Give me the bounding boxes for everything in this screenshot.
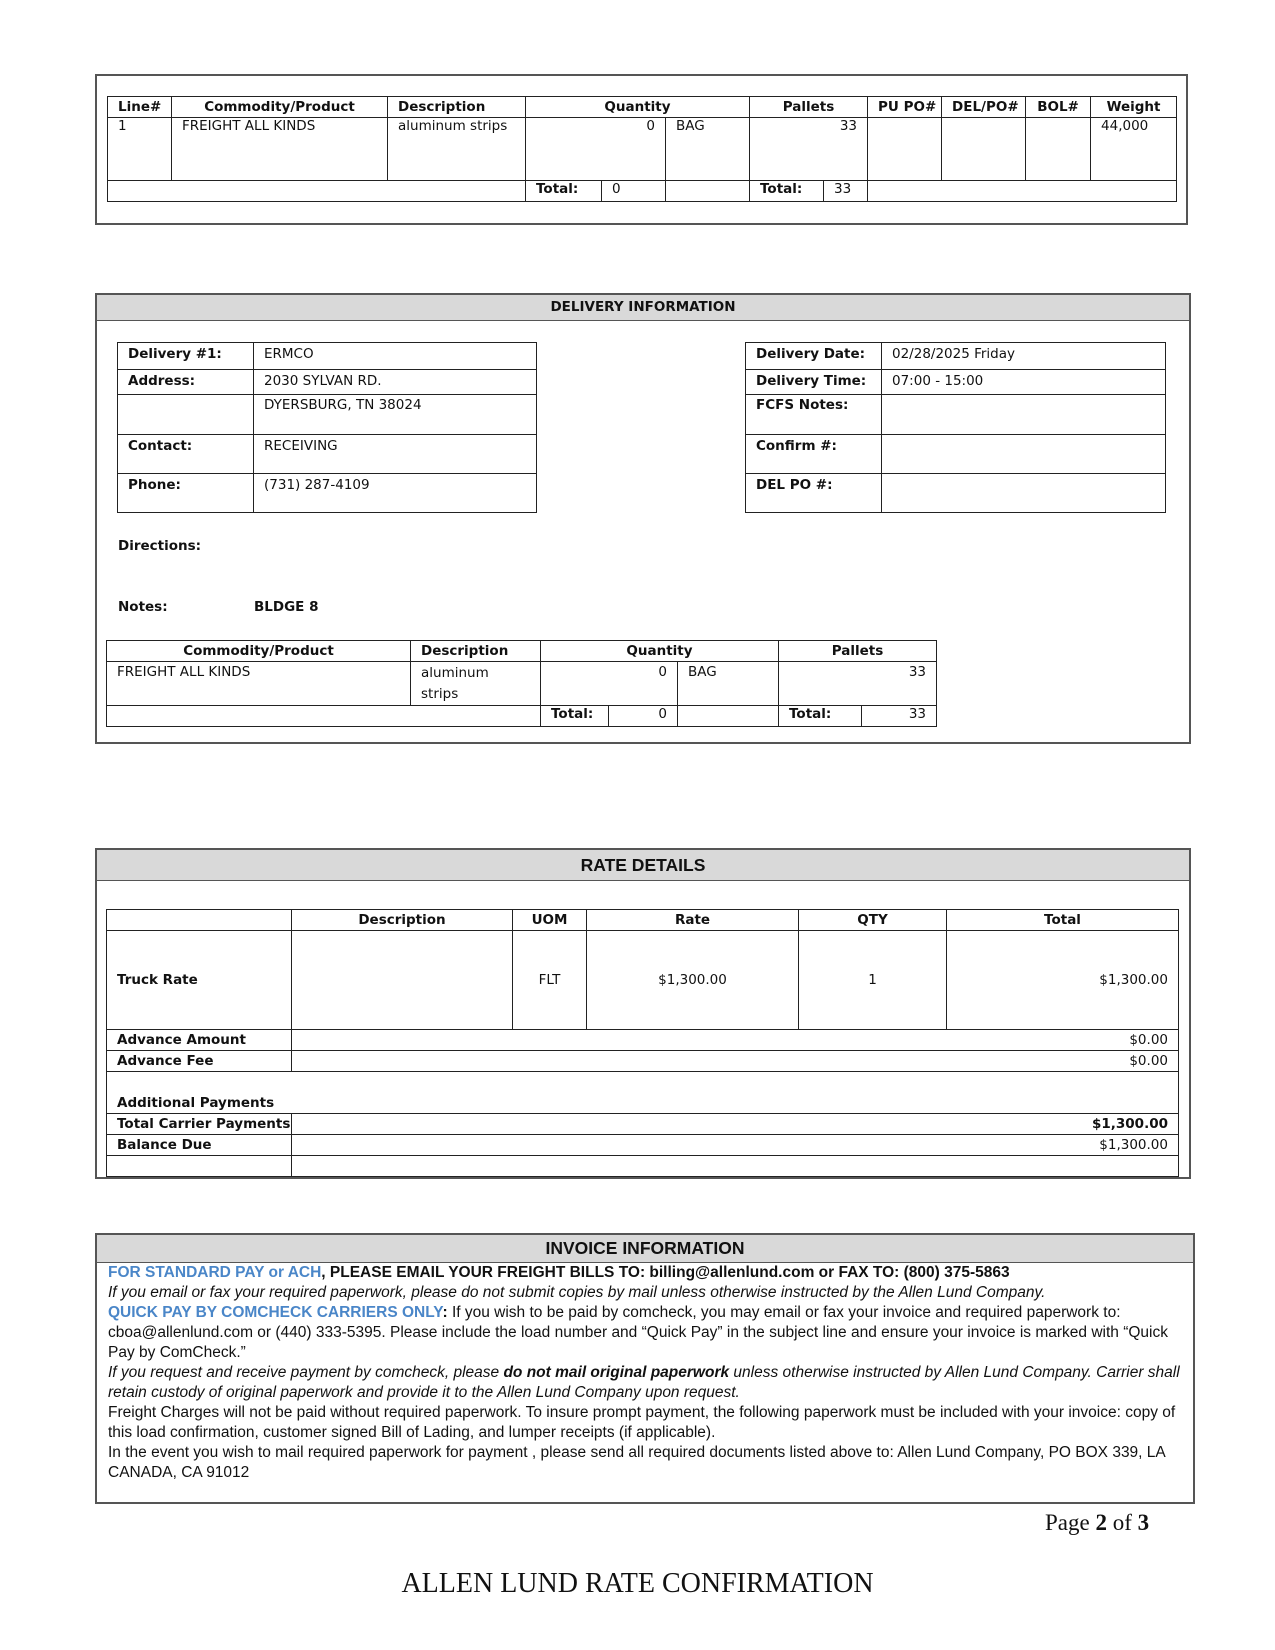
confirm-value bbox=[882, 435, 1166, 474]
line-items-table bbox=[107, 96, 1177, 202]
confirm-label: Confirm #: bbox=[746, 435, 882, 474]
item-commodity: FREIGHT ALL KINDS bbox=[107, 662, 411, 706]
balance-due-value: $1,300.00 bbox=[292, 1135, 1179, 1156]
delivery-time-label: Delivery Time: bbox=[746, 370, 882, 395]
balance-due-label: Balance Due bbox=[107, 1135, 292, 1156]
item-unit: BAG bbox=[678, 662, 779, 706]
del-po-label: DEL PO #: bbox=[746, 474, 882, 513]
address-line2: DYERSBURG, TN 38024 bbox=[254, 395, 537, 435]
advance-amount-value: $0.00 bbox=[292, 1030, 1179, 1051]
notes-value: BLDGE 8 bbox=[254, 599, 319, 615]
delivery-time-value: 07:00 - 15:00 bbox=[882, 370, 1166, 395]
advance-fee-label: Advance Fee bbox=[107, 1051, 292, 1072]
rate-col-rate: Rate bbox=[587, 910, 799, 931]
col-pallets: Pallets bbox=[750, 97, 868, 118]
item-qty-total-label: Total: bbox=[541, 706, 609, 727]
rate-col-uom: UOM bbox=[513, 910, 587, 931]
invoice-quick-pay: QUICK PAY BY COMCHECK CARRIERS ONLY: If you wish to be paid by comcheck, you may email or fax your invoice and required paperwork to: cboa@allenlund.com or (440) 333-5395. Please include the load number and “Quick Pay” in the subject line and ensure your invoice is marked with “Quick Pay by ComCheck.” bbox=[108, 1304, 1168, 1361]
col-description: Description bbox=[388, 97, 526, 118]
col-quantity: Quantity bbox=[526, 97, 750, 118]
total-carrier-value: $1,300.00 bbox=[292, 1114, 1179, 1135]
delivery-date-value: 02/28/2025 Friday bbox=[882, 343, 1166, 370]
description-value: aluminum strips bbox=[388, 118, 526, 181]
additional-payments-label: Additional Payments bbox=[107, 1072, 1179, 1114]
bol-value bbox=[1026, 118, 1091, 181]
col-del-po: DEL/PO# bbox=[942, 97, 1026, 118]
delivery-right-table bbox=[745, 342, 1166, 513]
table-row bbox=[107, 662, 937, 706]
del-po-value-right bbox=[882, 474, 1166, 513]
invoice-email-note: If you email or fax your required paperwork, please do not submit copies by mail unless otherwise instructed by the Allen Lund Company. bbox=[108, 1284, 1046, 1301]
item-pallets: 33 bbox=[779, 662, 937, 706]
item-pallets-total-label: Total: bbox=[779, 706, 862, 727]
address-label: Address: bbox=[118, 370, 254, 395]
page-number: Page 2 of 3 bbox=[1045, 1510, 1150, 1535]
invoice-section bbox=[95, 1233, 1195, 1504]
item-col-description: Description bbox=[411, 641, 541, 662]
rate-header: RATE DETAILS bbox=[97, 850, 1189, 881]
item-description-line1: aluminum bbox=[421, 665, 489, 681]
quantity-value: 0 bbox=[526, 118, 666, 181]
quick-pay-label: QUICK PAY BY COMCHECK CARRIERS ONLY bbox=[108, 1304, 443, 1321]
delivery-header: DELIVERY INFORMATION bbox=[97, 295, 1189, 321]
col-pu-po: PU PO# bbox=[868, 97, 942, 118]
advance-amount-label: Advance Amount bbox=[107, 1030, 292, 1051]
invoice-required-paperwork: Freight Charges will not be paid without required paperwork. To insure prompt payment, the following paperwork must be included with your invoice: copy of this load confirmation, customer signed Bill of Lading, and lumper receipts (if applicable). bbox=[108, 1404, 1176, 1441]
fcfs-notes-value bbox=[882, 395, 1166, 435]
qty-total-value: 0 bbox=[602, 181, 666, 202]
item-col-pallets: Pallets bbox=[779, 641, 937, 662]
line-number: 1 bbox=[108, 118, 172, 181]
totals-row bbox=[108, 181, 1177, 202]
delivery-date-label: Delivery Date: bbox=[746, 343, 882, 370]
pallets-value: 33 bbox=[750, 118, 868, 181]
qty-total-label: Total: bbox=[526, 181, 602, 202]
rate-col-qty: QTY bbox=[799, 910, 947, 931]
item-quantity: 0 bbox=[541, 662, 678, 706]
footer-title: ALLEN LUND RATE CONFIRMATION bbox=[401, 1568, 874, 1599]
truck-rate-rate: $1,300.00 bbox=[587, 931, 799, 1030]
phone-value: (731) 287-4109 bbox=[254, 474, 537, 513]
phone-label: Phone: bbox=[118, 474, 254, 513]
unit-value: BAG bbox=[666, 118, 750, 181]
del-po-value bbox=[942, 118, 1026, 181]
item-pallets-total: 33 bbox=[862, 706, 937, 727]
delivery-items-table bbox=[106, 640, 937, 727]
pallets-total-value: 33 bbox=[824, 181, 868, 202]
truck-rate-qty: 1 bbox=[799, 931, 947, 1030]
contact-label: Contact: bbox=[118, 435, 254, 474]
col-line: Line# bbox=[108, 97, 172, 118]
weight-value: 44,000 bbox=[1091, 118, 1177, 181]
commodity-value: FREIGHT ALL KINDS bbox=[172, 118, 388, 181]
col-commodity: Commodity/Product bbox=[172, 97, 388, 118]
item-description-line2: strips bbox=[421, 686, 459, 702]
invoice-mail-address: In the event you wish to mail required paperwork for payment , please send all required documents listed above to: Allen Lund Company, PO BOX 339, LA CANADA, CA 91012 bbox=[108, 1444, 1165, 1481]
truck-rate-label: Truck Rate bbox=[107, 931, 292, 1030]
truck-rate-uom: FLT bbox=[513, 931, 587, 1030]
fcfs-notes-label: FCFS Notes: bbox=[746, 395, 882, 435]
pallets-total-label: Total: bbox=[750, 181, 824, 202]
totals-row bbox=[107, 706, 937, 727]
table-row bbox=[108, 118, 1177, 181]
invoice-comcheck-note: If you request and receive payment by comcheck, please do not mail original paperwork unless otherwise instructed by Allen Lund Company. Carrier shall retain custody of original paperwork and provide it to the Allen Lund Company upon request. bbox=[108, 1364, 1180, 1401]
truck-rate-total: $1,300.00 bbox=[947, 931, 1179, 1030]
col-weight: Weight bbox=[1091, 97, 1177, 118]
rate-col-description: Description bbox=[292, 910, 513, 931]
contact-value: RECEIVING bbox=[254, 435, 537, 474]
rate-table bbox=[106, 909, 1179, 1177]
notes-label: Notes: bbox=[118, 599, 168, 615]
delivery-number-value: ERMCO bbox=[254, 343, 537, 370]
total-carrier-label: Total Carrier Payments bbox=[107, 1114, 292, 1135]
table-row bbox=[107, 931, 1179, 1030]
pu-po-value bbox=[868, 118, 942, 181]
standard-pay-label: FOR STANDARD PAY or ACH bbox=[108, 1264, 322, 1281]
address-line1: 2030 SYLVAN RD. bbox=[254, 370, 537, 395]
rate-col-total: Total bbox=[947, 910, 1179, 931]
item-col-commodity: Commodity/Product bbox=[107, 641, 411, 662]
delivery-number-label: Delivery #1: bbox=[118, 343, 254, 370]
delivery-left-table bbox=[117, 342, 537, 513]
advance-fee-value: $0.00 bbox=[292, 1051, 1179, 1072]
item-col-quantity: Quantity bbox=[541, 641, 779, 662]
invoice-standard-pay: FOR STANDARD PAY or ACH, PLEASE EMAIL YOUR FREIGHT BILLS TO: billing@allenlund.com or FAX TO: (800) 375-5863 bbox=[108, 1264, 1010, 1281]
col-bol: BOL# bbox=[1026, 97, 1091, 118]
directions-label: Directions: bbox=[118, 538, 202, 554]
invoice-header: INVOICE INFORMATION bbox=[97, 1235, 1193, 1263]
item-qty-total: 0 bbox=[609, 706, 678, 727]
